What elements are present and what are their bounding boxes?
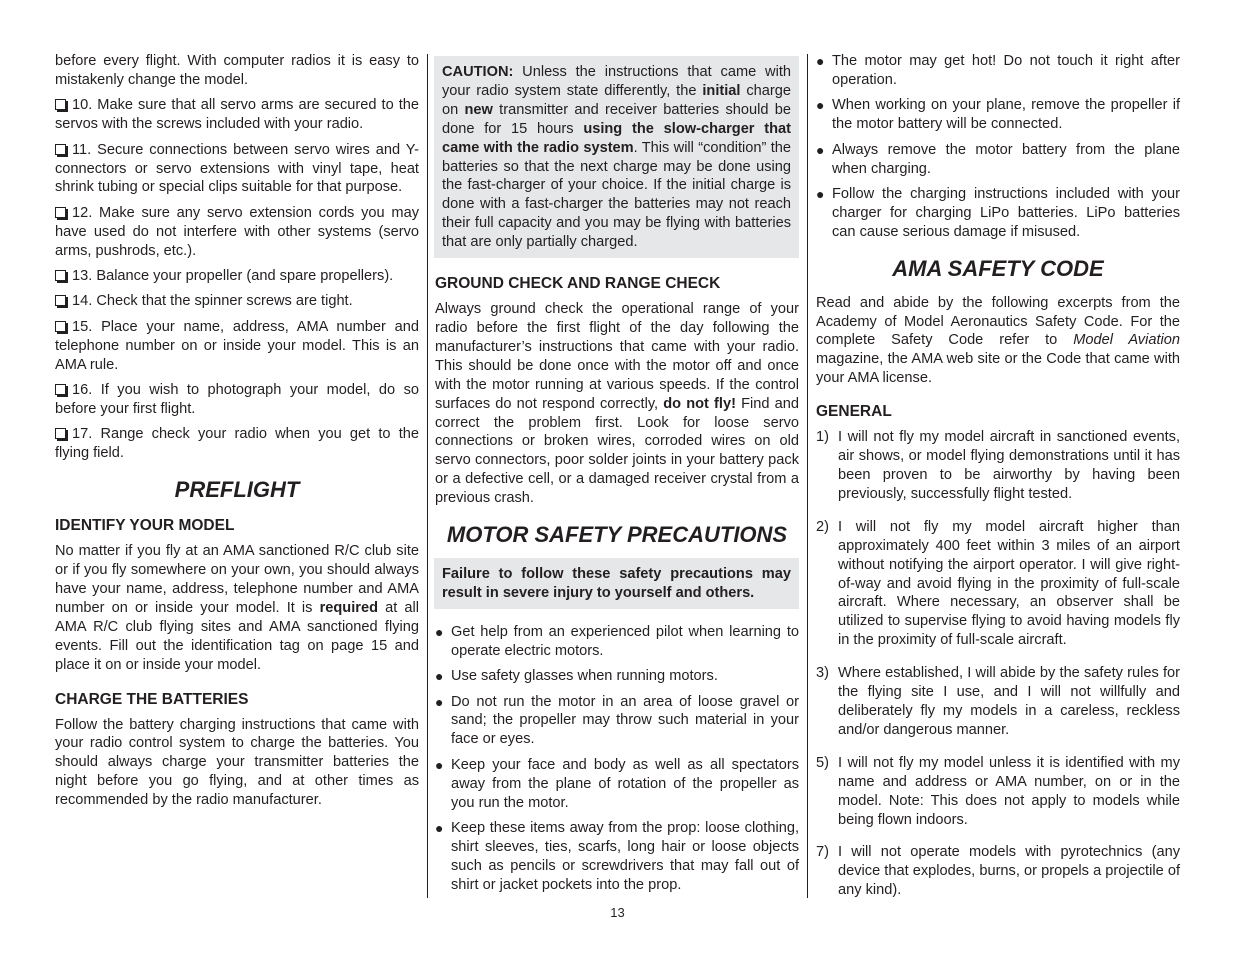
checkbox-icon <box>55 428 66 439</box>
bullet-item <box>435 667 799 686</box>
rule-number: 5) <box>816 754 829 771</box>
bullet-icon: ● <box>435 668 444 685</box>
checklist-item <box>55 267 419 286</box>
ground-check-text <box>435 300 799 508</box>
checkbox-icon <box>55 321 66 332</box>
identify-text <box>55 542 419 674</box>
bullet-icon: ● <box>816 185 825 202</box>
checkbox-icon <box>55 144 66 155</box>
safety-rule <box>816 843 1180 900</box>
ama-italic: Model Aviation <box>1073 332 1180 349</box>
identify-text-bold: required <box>319 599 378 616</box>
bullet-icon: ● <box>435 820 444 836</box>
checklist-item-text: 16. If you wish to photograph your model, do so before your first flight. <box>55 382 419 417</box>
bullet-item <box>816 185 1180 242</box>
identify-heading: IDENTIFY YOUR MODEL <box>55 517 235 535</box>
intro-text: before every flight. With computer radios it is easy to mistakenly change the model. <box>55 53 419 88</box>
motor-bullets-continued <box>816 52 1180 242</box>
column-right <box>816 52 1180 914</box>
checklist-item <box>55 425 419 463</box>
bullet-text: The motor may get hot! Do not touch it right after operation. <box>832 53 1180 88</box>
rule-text: I will not fly my model aircraft higher than approximately 400 feet within 3 miles of an airport without notifying the airport operator. I will give right-of-way and avoid flying in the proximity of full-scale aircraft. Where necessary, an observer shall be utilized to supervise flying to avoid having models fly in the proximity of full-scale aircraft. <box>838 518 1180 649</box>
checklist-item-text: 12. Make sure any servo extension cords you may have used do not interfere with other systems (servo arms, pushrods, etc.). <box>55 204 419 259</box>
checklist-item-text: 13. Balance your propeller (and spare propellers). <box>72 268 394 285</box>
bullet-item <box>435 693 799 750</box>
caution-slow: using the slow-charger that came with the radio system <box>442 120 792 156</box>
motor-precautions-list <box>435 623 799 895</box>
bullet-text: When working on your plane, remove the propeller if the motor battery will be connected. <box>832 97 1180 133</box>
caution-d: . This will “condition” the batteries so that the next charge may be done using the fast-charger of your choice. If the initial charge is done with a fast-charger the batteries may not reach their full capacity and you may be flying with batteries that are only partially charged. <box>442 139 791 251</box>
safety-rules-list <box>816 428 1180 900</box>
checkbox-icon <box>55 384 66 395</box>
bullet-item <box>816 52 1180 90</box>
rule-number: 2) <box>816 518 829 535</box>
checklist-item <box>55 204 419 261</box>
general-heading: GENERAL <box>816 403 892 421</box>
page-number: 13 <box>610 905 625 920</box>
caution-new: new <box>464 101 493 118</box>
bullet-icon: ● <box>435 756 444 773</box>
rule-number: 1) <box>816 429 829 446</box>
bullet-text: Keep your face and body as well as all spectators away from the plane of rotation of the propeller as you run the motor. <box>451 756 799 811</box>
safety-rule <box>816 518 1180 650</box>
rule-text: I will not fly my model unless it is identified with my name and address or AMA number, on or in the model. Note: This does not apply to models while being flown indoors. <box>838 754 1180 828</box>
ground-bold: do not fly! <box>663 395 736 412</box>
rule-text: Where established, I will abide by the safety rules for the flying site I use, and I will not willfully and deliberately fly my models in a careless, reckless and/or dangerous manner. <box>838 665 1180 738</box>
ground-b: Find and correct the problem first. Look for loose servo connections or broken wires, corroded wires on old servo connectors, poor solder joints in your battery pack or a defective cell, or a damaged receiver crystal from a previous crash. <box>435 395 799 507</box>
identify-text-b: at all AMA R/C club flying sites and AMA sanctioned flying events. Fill out the identification tag on page 15 and place it on or inside your model. <box>55 599 419 673</box>
bullet-item <box>435 623 799 661</box>
checklist <box>55 96 419 463</box>
bullet-text: Get help from an experienced pilot when learning to operate electric motors. <box>451 623 799 659</box>
bullet-icon: ● <box>435 623 444 640</box>
rule-number: 3) <box>816 665 829 682</box>
caution-a: Unless the instructions that came with your radio system state differently, the <box>442 64 791 99</box>
checklist-item-text: 10. Make sure that all servo arms are secured to the servos with the screws included with your radio. <box>55 97 419 133</box>
checkbox-icon <box>55 295 66 306</box>
bullet-icon: ● <box>816 97 825 114</box>
bullet-icon: ● <box>816 53 825 69</box>
rule-text: I will not operate models with pyrotechnics (any device that explodes, burns, or propels a projectile of any kind). <box>838 844 1180 899</box>
checklist-item <box>55 381 419 419</box>
ama-a: Read and abide by the following excerpts from the Academy of Model Aeronautics Safety Code. For the complete Safety Code refer to <box>816 294 1180 349</box>
caution-label: CAUTION: <box>442 64 514 80</box>
checklist-item-text: 11. Secure connections between servo wires and Y-connectors or servo extensions with vinyl tape, heat shrink tubing or special clips suitable for that purpose. <box>55 141 419 196</box>
caution-text <box>442 63 791 252</box>
checklist-item <box>55 292 419 311</box>
bullet-text: Use safety glasses when running motors. <box>451 668 718 685</box>
safety-rule <box>816 754 1180 830</box>
caution-box <box>434 56 799 258</box>
safety-rule <box>816 428 1180 504</box>
column-left <box>55 52 419 810</box>
ground-a: Always ground check the operational range of your radio before the first flight of the day following the manufacturer’s instructions that came with your radio. This should be done once with the motor off and once with the motor running at various speeds. If the control surfaces do not respond correctly, <box>435 301 799 412</box>
charge-text: Follow the battery charging instructions that came with your radio control system to charge the batteries. You should always charge your transmitter batteries the night before you go flying, and at other times as recommended by the radio manufacturer. <box>55 716 419 809</box>
identify-text-a: No matter if you fly at an AMA sanctioned R/C club site or if you fly somewhere on your own, you should always have your name, address, telephone number and AMA number on or inside your model. It is <box>55 543 419 616</box>
bullet-text: Always remove the motor battery from the plane when charging. <box>832 141 1180 177</box>
checklist-item <box>55 141 419 198</box>
ground-check-heading: GROUND CHECK AND RANGE CHECK <box>435 275 721 293</box>
checklist-item-text: 14. Check that the spinner screws are tight. <box>72 293 353 310</box>
bullet-text: Follow the charging instructions included with your charger for charging LiPo batteries. LiPo batteries can cause serious damage if misused. <box>832 185 1180 240</box>
ama-intro-text <box>816 294 1180 389</box>
rule-number: 7) <box>816 844 829 861</box>
column-divider <box>807 54 808 898</box>
checklist-item <box>55 96 419 134</box>
column-divider <box>427 54 428 898</box>
column-middle <box>435 52 799 901</box>
warning-text: Failure to follow these safety precautions may result in severe injury to yourself and others. <box>442 566 791 601</box>
checklist-item <box>55 318 419 375</box>
ama-safety-heading: AMA SAFETY CODE <box>892 255 1104 281</box>
bullet-text: Do not run the motor in an area of loose gravel or sand; the propeller may throw such material in your face or eyes. <box>451 693 799 748</box>
caution-b: charge on <box>442 82 791 118</box>
checkbox-icon <box>55 207 66 218</box>
bullet-item <box>435 819 799 895</box>
rule-text: I will not fly my model aircraft in sanctioned events, air shows, or model flying demonstrations until it has been proven to be airworthy by having been previously, successfully flight tested. <box>838 429 1180 502</box>
bullet-item <box>435 756 799 813</box>
bullet-item <box>816 96 1180 134</box>
warning-box <box>434 558 799 609</box>
checkbox-icon <box>55 99 66 110</box>
charge-heading: CHARGE THE BATTERIES <box>55 690 249 708</box>
safety-rule <box>816 664 1180 740</box>
bullet-icon: ● <box>816 141 825 158</box>
caution-initial: initial <box>702 82 741 99</box>
ama-b: magazine, the AMA web site or the Code that came with your AMA license. <box>816 351 1180 387</box>
motor-safety-heading: MOTOR SAFETY PRECAUTIONS <box>446 522 788 548</box>
preflight-heading: PREFLIGHT <box>174 477 300 503</box>
bullet-text: Keep these items away from the prop: loose clothing, shirt sleeves, ties, scarfs, long hair or loose objects such as pencils or screwdrivers that may fall out of shirt or jacket pockets into the prop. <box>451 820 799 893</box>
checklist-item-text: 17. Range check your radio when you get to the flying field. <box>55 426 419 462</box>
checkbox-icon <box>55 270 66 281</box>
bullet-item <box>816 141 1180 179</box>
bullet-icon: ● <box>435 693 444 710</box>
caution-c: transmitter and receiver batteries should be done for 15 hours <box>442 101 791 137</box>
checklist-item-text: 15. Place your name, address, AMA number and telephone number on or inside your model. This is an AMA rule. <box>55 318 419 373</box>
